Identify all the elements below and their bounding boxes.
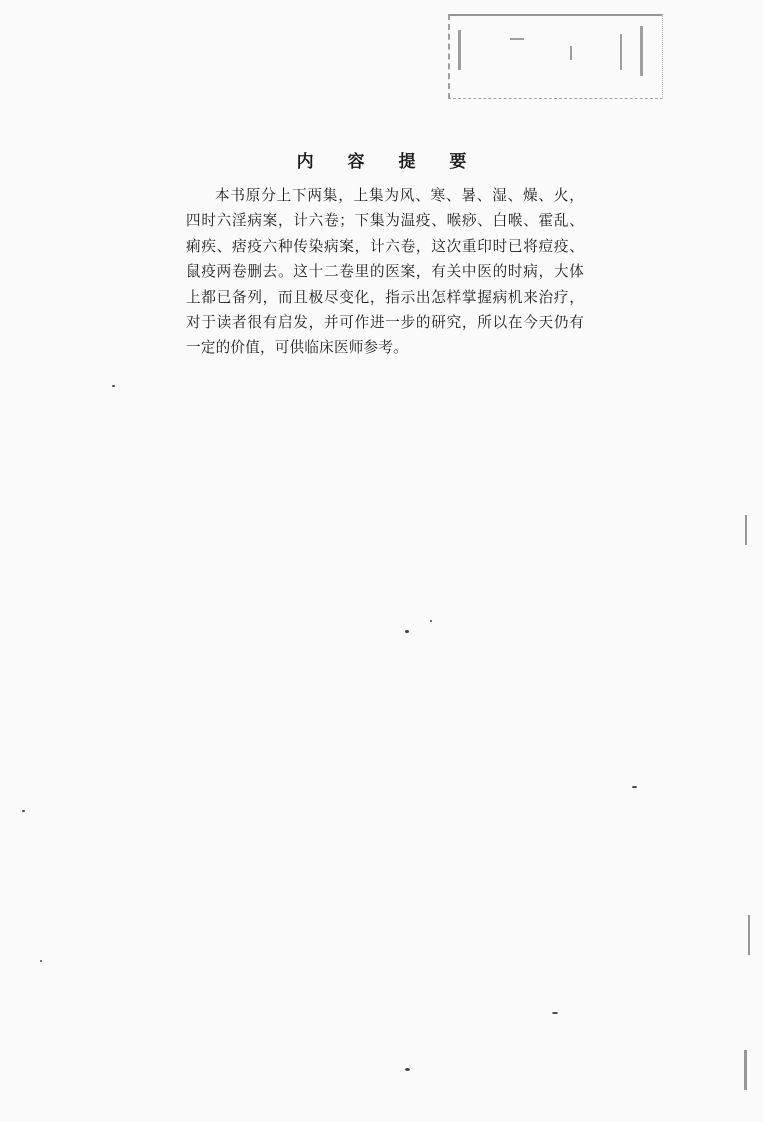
scan-speck	[430, 620, 432, 622]
library-stamp	[448, 14, 663, 99]
scan-speck	[22, 810, 25, 812]
scan-edge-mark	[744, 1050, 747, 1090]
scan-speck	[632, 786, 637, 788]
scan-speck	[552, 1012, 558, 1014]
scan-speck	[112, 385, 115, 387]
scan-speck	[40, 960, 42, 962]
scan-speck	[405, 630, 409, 633]
page-title: 内 容 提 要	[296, 152, 481, 172]
summary-paragraph: 本书原分上下两集，上集为风、寒、暑、湿、燥、火，四时六淫病案，计六卷；下集为温疫、喉痧、白喉、霍乱、痢疾、痞疫六种传染病案，计六卷，这次重印时已将痘疫、鼠疫两卷删去。这十二卷里的医案，有关中医的时病，大体上都已备列，而且极尽变化，指示出怎样掌握病机来治疗，对于读者很有启发，并可作进一步的研究，所以在今天仍有一定的价值，可供临床医师参考。	[186, 187, 584, 357]
scan-edge-mark	[745, 515, 747, 545]
scan-edge-mark	[748, 915, 750, 955]
scan-speck	[405, 1068, 410, 1071]
